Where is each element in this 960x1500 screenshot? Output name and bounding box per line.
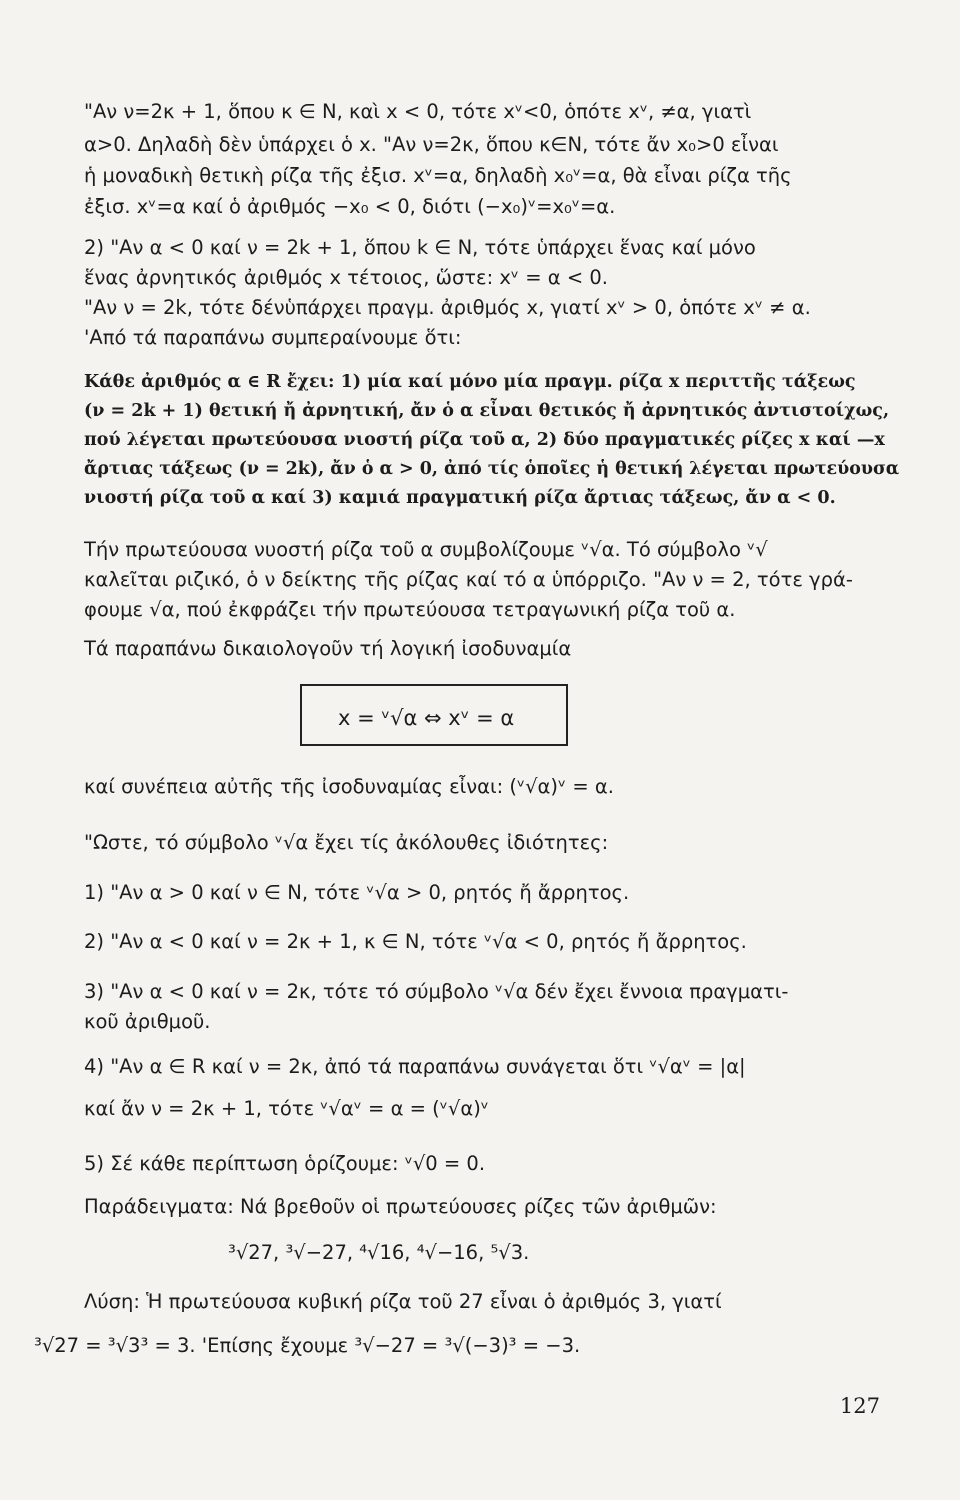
text-line-1: "Αν ν=2κ + 1, ὅπου κ ∈ N, καὶ x < 0, τότε xᵛ<0, ὁπότε xᵛ, ≠α, γιατὶ [84,100,752,123]
text-line-4: ἐξισ. xᵛ=α καί ὁ ἀριθμός −x₀ < 0, διότι (−x₀)ᵛ=x₀ᵛ=α. [84,195,616,218]
solution-formula: ³√27 = ³√3³ = 3. 'Επίσης ἔχουμε ³√−27 = ³√(−3)³ = −3. [34,1334,581,1357]
text-line-2: α>0. Δηλαδὴ δὲν ὑπάρχει ὁ x. "Αν ν=2κ, ὅπου κ∈N, τότε ἄν x₀>0 εἶναι [84,133,779,156]
text-line-13: καί συνέπεια αὐτῆς τῆς ἰσοδυναμίας εἶναι: (ᵛ√α)ᵛ = α. [84,775,614,798]
examples-line: Παράδειγματα: Νά βρεθοῦν οἱ πρωτεύουσες ρίζες τῶν ἀριθμῶν: [84,1195,717,1218]
theorem-line-5: νιοστή ρίζα τοῦ α καί 3) καμιά πραγματική ρίζα ἄρτιας τάξεως, ἄν α < 0. [84,488,836,508]
theorem-line-1: Κάθε ἀριθμός α ∈ R ἔχει: 1) μία καί μόνο μία πραγμ. ρίζα x περιττῆς τάξεως [84,372,856,392]
property-5: 5) Σέ κάθε περίπτωση ὁρίζουμε: ᵛ√0 = 0. [84,1152,486,1175]
text-line-11: φουμε √α, πού ἐκφράζει τήν πρωτεύουσα τετραγωνική ρίζα τοῦ α. [84,598,736,621]
solution-line: Λύση: Ἡ πρωτεύουσα κυβική ρίζα τοῦ 27 εἶναι ὁ ἀριθμός 3, γιατί [84,1290,722,1313]
property-4-cont: καί ἄν ν = 2κ + 1, τότε ᵛ√αᵛ = α = (ᵛ√α)ᵛ [84,1097,489,1120]
text-line-10: καλεῖται ριζικό, ὁ ν δείκτης τῆς ρίζας καί τό α ὑπόρριζο. "Αν ν = 2, τότε γρά- [84,568,853,591]
text-line-8: 'Από τά παραπάνω συμπεραίνουμε ὅτι: [84,326,462,349]
equivalence-formula: x = ᵛ√α ⇔ xᵛ = α [338,706,515,730]
property-3: 3) "Αν α < 0 καί ν = 2κ, τότε τό σύμβολο ᵛ√α δέν ἔχει ἔννοια πραγματι- [84,980,789,1003]
text-line-6: ἕνας ἀρνητικός ἀριθμός x τέτοιος, ὥστε: xᵛ = α < 0. [84,266,608,289]
text-line-14: "Ωστε, τό σύμβολο ᵛ√α ἔχει τίς ἀκόλουθες ἰδιότητες: [84,831,609,854]
theorem-line-4: ἄρτιας τάξεως (ν = 2k), ἄν ὁ α > 0, ἀπό τίς ὁποῖες ἡ θετική λέγεται πρωτεύουσα [84,459,900,479]
property-2: 2) "Αν α < 0 καί ν = 2κ + 1, κ ∈ N, τότε ᵛ√α < 0, ρητός ἤ ἄρρητος. [84,930,747,953]
page-number: 127 [839,1394,880,1418]
property-1: 1) "Αν α > 0 καί ν ∈ N, τότε ᵛ√α > 0, ρητός ἤ ἄρρητος. [84,881,630,904]
text-line-9: Τήν πρωτεύουσα νυοστή ρίζα τοῦ α συμβολίζουμε ᵛ√α. Τό σύμβολο ᵛ√ [84,538,768,561]
theorem-line-3: πού λέγεται πρωτεύουσα νιοστή ρίζα τοῦ α, 2) δύο πραγματικές ρίζες x καί —x [84,430,885,450]
text-line-12: Τά παραπάνω δικαιολογοῦν τή λογική ἰσοδυναμία [84,637,572,660]
property-3-cont: κοῦ ἀριθμοῦ. [84,1010,211,1033]
property-4: 4) "Αν α ∈ R καί ν = 2κ, ἀπό τά παραπάνω συνάγεται ὅτι ᵛ√αᵛ = |α| [84,1055,746,1078]
text-line-7: "Αν ν = 2k, τότε δένὑπάρχει πραγμ. ἀριθμός x, γιατί xᵛ > 0, ὁπότε xᵛ ≠ α. [84,296,811,319]
examples-roots: ³√27, ³√−27, ⁴√16, ⁴√−16, ⁵√3. [228,1241,530,1264]
text-line-3: ἡ μοναδικὴ θετικὴ ρίζα τῆς ἐξισ. xᵛ=α, δηλαδὴ x₀ᵛ=α, θὰ εἶναι ρίζα τῆς [84,164,792,187]
theorem-line-2: (ν = 2k + 1) θετική ἤ ἀρνητική, ἄν ὁ α εἶναι θετικός ἤ ἀρνητικός ἀντιστοίχως, [84,401,890,421]
text-line-5: 2) "Αν α < 0 καί ν = 2k + 1, ὅπου k ∈ N, τότε ὑπάρχει ἕνας καί μόνο [84,236,756,259]
